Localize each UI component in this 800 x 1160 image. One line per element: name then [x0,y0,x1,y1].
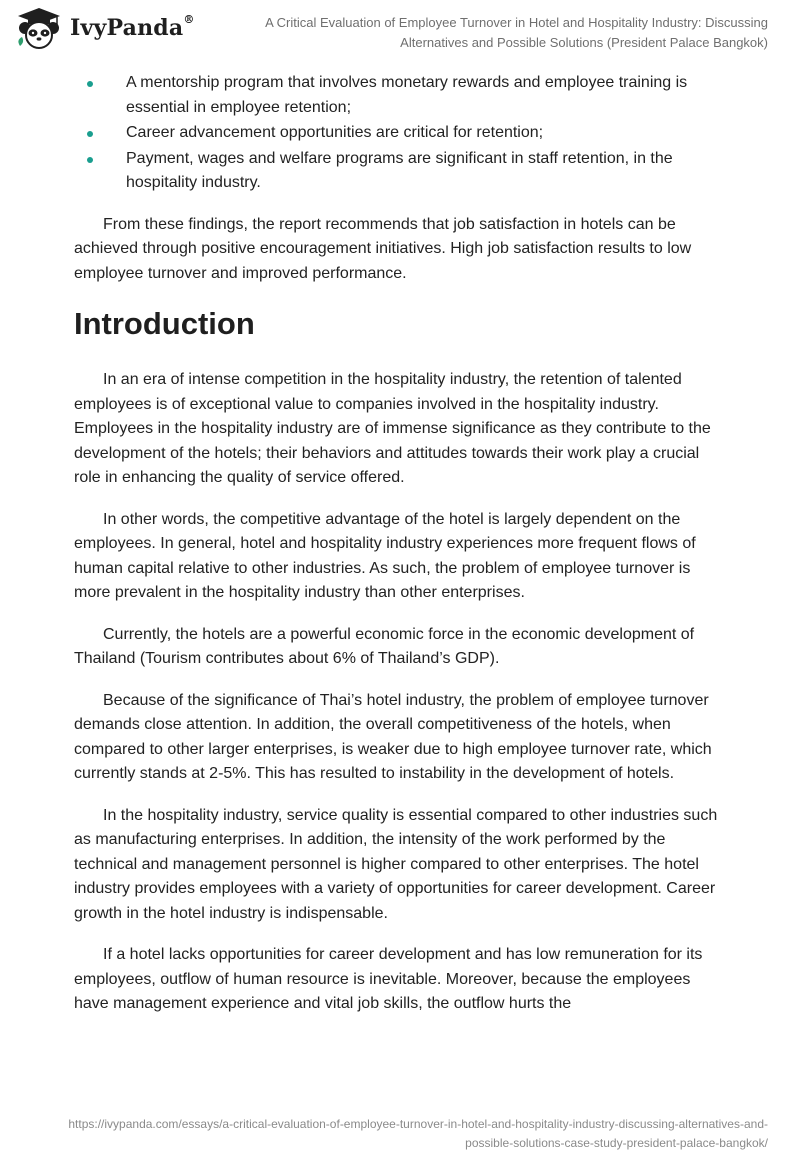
paragraph: Because of the significance of Thai’s hotel industry, the problem of employee turnover demands close attention. In addition, the overall competitiveness of the hotels, when compared to other larger enterprises, is weaker due to high employee turnover rate, which currently stands at 2-5%. This has resulted to instability in the development of hotels. [74,691,712,782]
ivypanda-logo[interactable] [14,6,195,50]
panda-graduate-icon [14,6,64,50]
summary-paragraph: From these findings, the report recommends that job satisfaction in hotels can be achieved through positive encouragement initiatives. High job satisfaction results to low employee turnover and improved performance. [74,215,692,282]
bullet-icon [87,157,93,163]
document-title: A Critical Evaluation of Employee Turnover in Hotel and Hospitality Industry: Discussing Alternatives and Possible Solutions (President Palace Bangkok) [265,15,768,50]
section-heading: Introduction [74,306,255,341]
bullet-icon [87,131,93,137]
list-item [74,121,726,146]
registered-mark: ® [183,13,195,26]
list-item [74,147,726,196]
paragraph: Currently, the hotels are a powerful economic force in the economic development of Thailand (Tourism contributes about 6% of Thailand’s GDP). [74,625,695,667]
page-header [0,0,800,60]
paragraph: In an era of intense competition in the hospitality industry, the retention of talented employees is of exceptional value to companies involved in the hospitality industry. Employees in the hospitality industry are of immense significance as they contribute to the development of the hotels; their behaviors and attitudes towards their work play a crucial role in enhancing the quality of service offered. [74,371,711,486]
findings-list [74,71,726,196]
paragraph: In other words, the competitive advantage of the hotel is largely dependent on the employees. In general, hotel and hospitality industry experiences more frequent flows of human capital relative to other industries. As such, the problem of employee turnover is more prevalent in the hospitality industry than other enterprises. [74,510,696,601]
list-item-text: Payment, wages and welfare programs are significant in staff retention, in the hospitality industry. [126,149,673,191]
paragraph: If a hotel lacks opportunities for career development and has low remuneration for its employees, outflow of human resource is inevitable. Moreover, because the employees have management experience and vital job skills, the outflow hurts the [74,946,703,1012]
bullet-icon [87,81,93,87]
list-item-text: Career advancement opportunities are critical for retention; [126,124,544,141]
list-item [74,71,726,120]
logo-name: IvyPanda [70,15,184,41]
list-item-text: A mentorship program that involves monetary rewards and employee training is essential in employee retention; [126,74,688,116]
article-body [74,71,726,1017]
paragraph: In the hospitality industry, service quality is essential compared to other industries such as manufacturing enterprises. In addition, the intensity of the work performed by the technical and management personnel is higher compared to other enterprises. The hotel industry provides employees with a variety of opportunities for career development. Career growth in the hotel industry is indispensable. [74,806,718,922]
logo-wordmark [70,15,195,41]
source-url[interactable]: https://ivypanda.com/essays/a-critical-evaluation-of-employee-turnover-in-hotel-and-hospitality-industry-discussing-alternatives-and-possible-solutions-case-study-president-palace-bangkok/ [68,1117,768,1150]
